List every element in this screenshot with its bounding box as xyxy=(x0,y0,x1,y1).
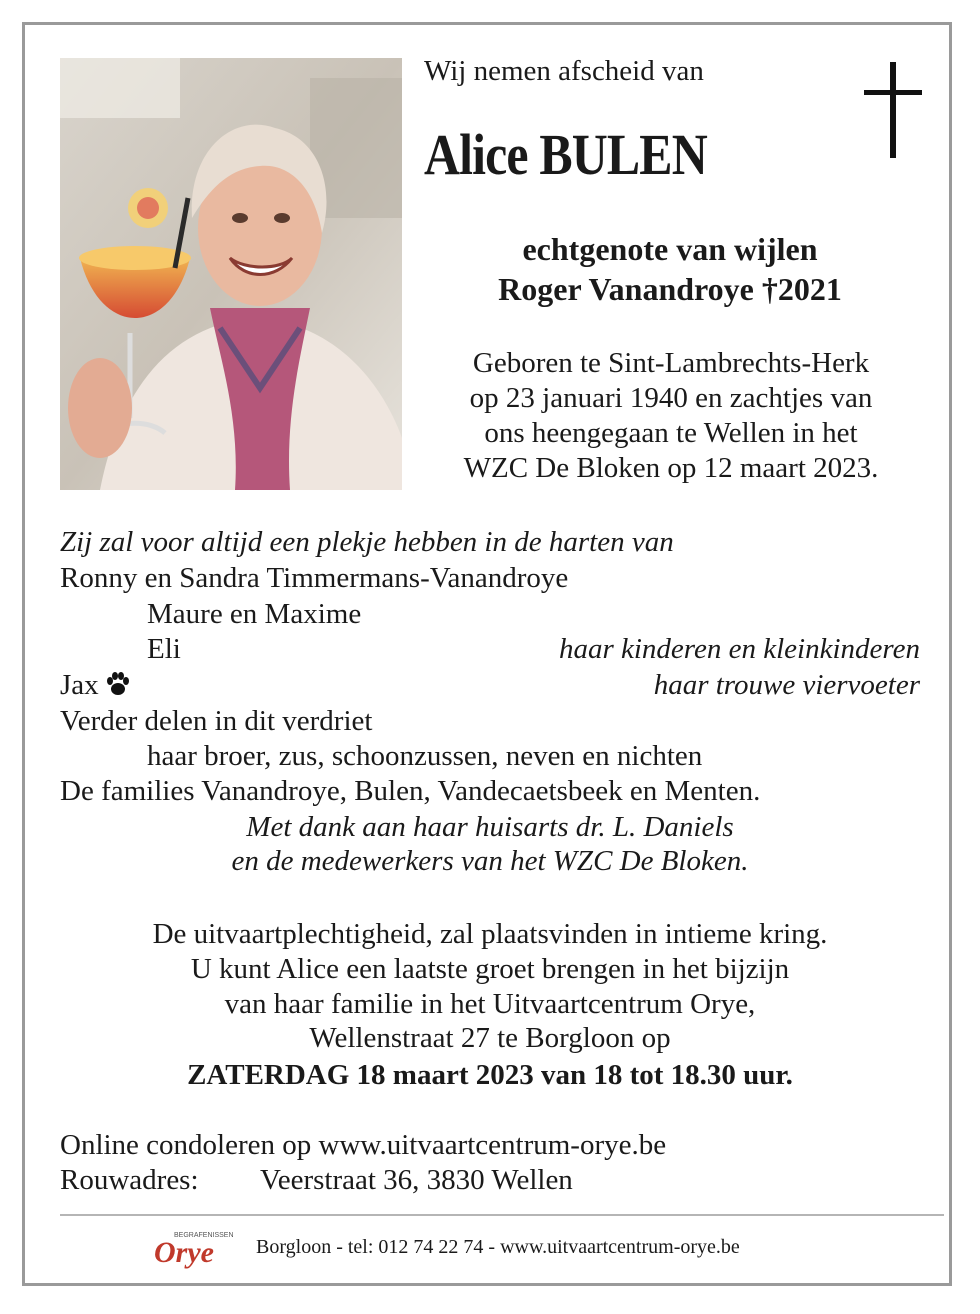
relatives-line: haar broer, zus, schoonzussen, neven en nichten xyxy=(147,740,703,772)
grandchildren-line-2: Eli xyxy=(147,633,181,665)
footer-divider xyxy=(60,1214,944,1216)
spouse-line-1: echtgenote van wijlen xyxy=(522,231,818,267)
portrait-photo xyxy=(60,58,402,490)
families-line: De families Vanandroye, Bulen, Vandecaetsbeek en Menten. xyxy=(60,775,761,807)
children-label: haar kinderen en kleinkinderen xyxy=(558,633,920,665)
pet-line xyxy=(60,668,131,702)
logo-tagline: BEGRAFENISSEN xyxy=(174,1232,234,1239)
birth-line-1: Geboren te Sint-Lambrechts-Herk xyxy=(472,347,870,379)
deceased-name: Alice BULEN xyxy=(424,122,707,187)
thanks-line-1: Met dank aan haar huisarts dr. L. Daniels xyxy=(246,811,734,843)
pet-name: Jax xyxy=(60,669,99,701)
ceremony-date: ZATERDAG 18 maart 2023 van 18 tot 18.30 uur. xyxy=(187,1059,793,1091)
birth-line-2: op 23 januari 1940 en zachtjes van xyxy=(469,382,873,414)
funeral-home-logo xyxy=(152,1232,234,1272)
latin-cross-icon xyxy=(864,62,922,158)
family-intro: Zij zal voor altijd een plekje hebben in de harten van xyxy=(60,526,674,558)
paw-icon xyxy=(105,671,131,697)
ceremony-line-1: De uitvaartplechtigheid, zal plaatsvinden in intieme kring. xyxy=(152,918,828,950)
mourning-address: Veerstraat 36, 3830 Wellen xyxy=(260,1164,573,1196)
thanks-line-2: en de medewerkers van het WZC De Bloken. xyxy=(231,845,749,877)
further-grief: Verder delen in dit verdriet xyxy=(60,705,373,737)
online-condolences: Online condoleren op www.uitvaartcentrum-orye.be xyxy=(60,1129,667,1161)
spouse-line-2: Roger Vanandroye †2021 xyxy=(498,271,842,307)
logo-wordmark: Orye xyxy=(154,1236,214,1269)
intro-text: Wij nemen afscheid van xyxy=(424,55,704,87)
children-names: Ronny en Sandra Timmermans-Vanandroye xyxy=(60,562,569,594)
grandchildren-line-1: Maure en Maxime xyxy=(147,598,362,630)
birth-line-4: WZC De Bloken op 12 maart 2023. xyxy=(463,452,879,484)
ceremony-line-4: Wellenstraat 27 te Borgloon op xyxy=(309,1022,671,1054)
pet-label: haar trouwe viervoeter xyxy=(653,669,920,701)
ceremony-line-2: U kunt Alice een laatste groet brengen in het bijzijn xyxy=(190,953,790,985)
address-label: Rouwadres: xyxy=(60,1164,199,1196)
ceremony-line-3: van haar familie in het Uitvaartcentrum Orye, xyxy=(224,988,756,1020)
footer-contact: Borgloon - tel: 012 74 22 74 - www.uitvaartcentrum-orye.be xyxy=(256,1236,740,1258)
birth-line-3: ons heengegaan te Wellen in het xyxy=(484,417,858,449)
